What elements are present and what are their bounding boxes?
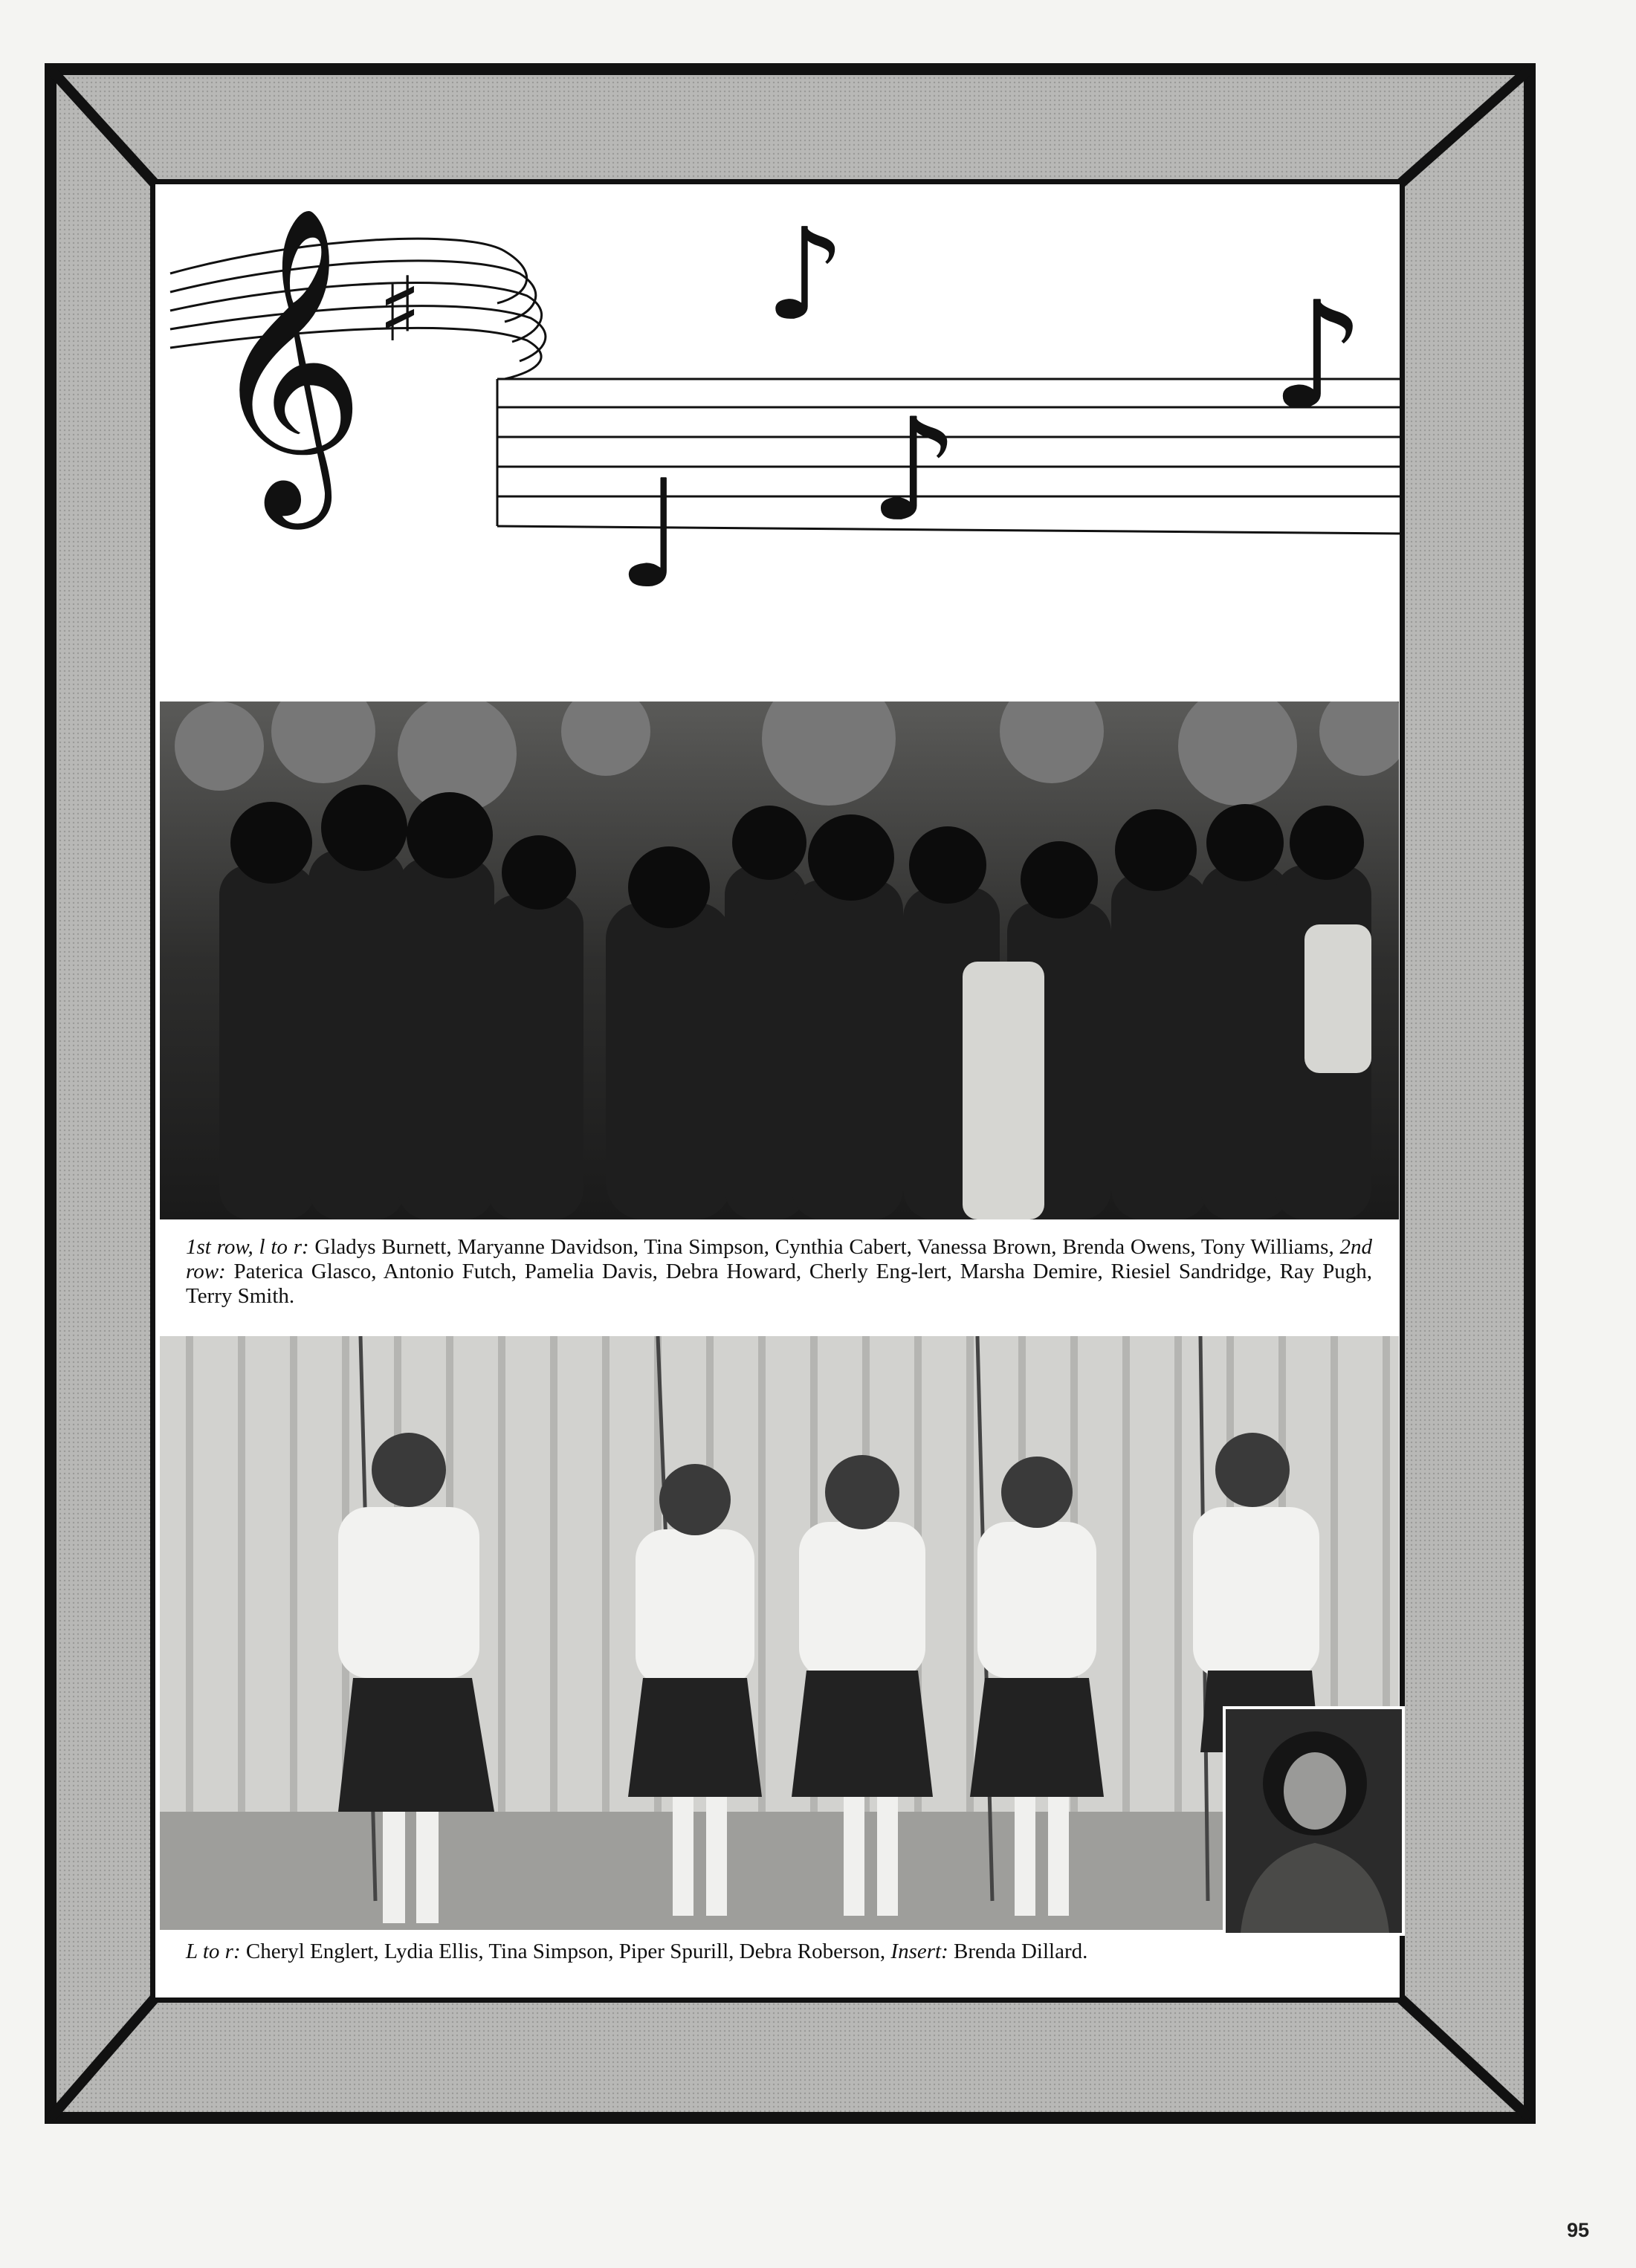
insert-portrait-photo [1223, 1706, 1405, 1936]
page-number: 95 [1567, 2219, 1590, 2241]
caption-row2-label: 2nd row: [186, 1235, 1372, 1283]
caption-row2-names: Paterica Glasco, Antonio Futch, Pamelia Davis, Debra Howard, Cherly Eng-lert, Marsha Demire, Riesiel Sandridge, Ray Pugh, Terry Smith. [186, 1260, 1372, 1308]
flag-corps-caption [186, 1940, 1372, 1964]
caption-flag-label: L to r: [186, 1940, 241, 1963]
choir-caption [186, 1235, 1372, 1309]
flag-corps-photo [160, 1336, 1399, 1930]
sharp-icon: ♯ [378, 259, 422, 362]
caption-row1-names: Gladys Burnett, Maryanne Davidson, Tina Simpson, Cynthia Cabert, Vanessa Brown, Brenda Owens, Tony Williams, [308, 1235, 1340, 1259]
insert-portrait-image [1226, 1709, 1402, 1933]
treble-clef-icon: 𝄞 [207, 204, 366, 515]
caption-flag-names: Cheryl Englert, Lydia Ellis, Tina Simpson, Piper Spurill, Debra Roberson, [240, 1940, 891, 1963]
eighth-note-icon: ♪ [869, 388, 960, 552]
caption-insert-name: Brenda Dillard. [948, 1940, 1088, 1963]
quarter-note-icon: ♩ [616, 448, 687, 615]
music-staff-banner [155, 184, 1400, 615]
eighth-note-icon: ♪ [765, 201, 846, 349]
caption-insert-label: Insert: [890, 1940, 948, 1963]
eighth-note-icon: ♪ [1270, 270, 1365, 443]
caption-row1-label: 1st row, l to r: [186, 1235, 309, 1259]
choir-photo-image [160, 702, 1399, 1219]
flag-photo-image [160, 1336, 1399, 1930]
choir-group-photo [160, 702, 1399, 1219]
